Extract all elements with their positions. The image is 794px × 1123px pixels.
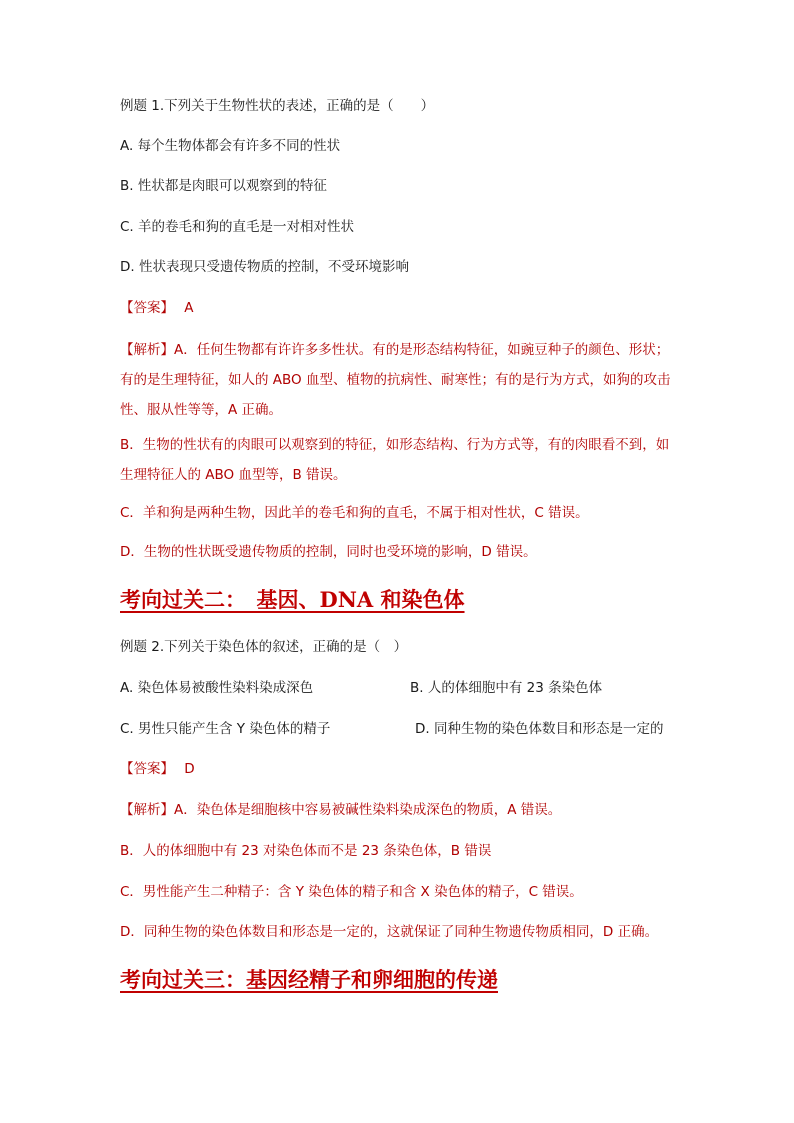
question-2-option-d: D. 同种生物的染色体数目和形态是一定的 [415,721,664,737]
question-2-option-a: A. 染色体易被酸性染料染成深色 [120,680,314,696]
question-1-option-d: D. 性状表现只受遗传物质的控制，不受环境影响 [120,259,409,275]
question-1-analysis-a [120,335,680,425]
question-2-analysis-d: D．同种生物的染色体数目和形态是一定的，这就保证了同种生物遗传物质相同，D 正确。 [120,924,659,940]
question-2-answer [120,759,195,779]
section-heading-3: 考向过关三：基因经精子和卵细胞的传递 [120,967,498,992]
question-1-stem: 例题 1.下列关于生物性状的表述，正确的是（ ） [120,98,435,114]
question-1-option-a: A. 每个生物体都会有许多不同的性状 [120,138,341,154]
question-1-analysis-b: B．生物的性状有的肉眼可以观察到的特征，如形态结构、行为方式等，有的肉眼看不到，如生理特征人的 ABO 血型等，B 错误。 [120,437,670,483]
analysis-label: 【解析】 [120,342,174,358]
analysis-label: 【解析】 [120,802,174,818]
answer-label: 【答案】 [120,300,174,316]
answer-value: D [184,761,195,777]
question-2-analysis-c: C．男性能产生二种精子：含 Y 染色体的精子和含 X 染色体的精子，C 错误。 [120,884,583,900]
analysis-text: A．任何生物都有许许多多性状。有的是形态结构特征，如豌豆种子的颜色、形状；有的是生理特征，如人的 ABO 血型、植物的抗病性、耐寒性；有的是行为方式，如狗的攻击性、服从性等等，A 正确。 [120,342,671,418]
question-2-option-b: B. 人的体细胞中有 23 条染色体 [410,680,603,696]
question-1-analysis-c: C．羊和狗是两种生物，因此羊的卷毛和狗的直毛，不属于相对性状，C 错误。 [120,505,589,521]
answer-label: 【答案】 [120,761,174,777]
question-2-stem: 例题 2.下列关于染色体的叙述，正确的是（ ） [120,639,408,655]
answer-value: A [184,300,194,316]
question-1-option-c: C. 羊的卷毛和狗的直毛是一对相对性状 [120,219,355,235]
analysis-text: A．染色体是细胞核中容易被碱性染料染成深色的物质，A 错误。 [174,802,562,818]
question-2-option-c: C. 男性只能产生含 Y 染色体的精子 [120,721,331,737]
question-1-analysis-d: D．生物的性状既受遗传物质的控制，同时也受环境的影响，D 错误。 [120,544,537,560]
question-1-answer [120,298,194,318]
question-2-analysis-b: B．人的体细胞中有 23 对染色体而不是 23 条染色体，B 错误 [120,843,492,859]
question-2-analysis-a [120,795,680,825]
question-1-option-b: B. 性状都是肉眼可以观察到的特征 [120,178,327,194]
section-heading-2: 考向过关二： 基因、DNA 和染色体 [120,587,465,612]
